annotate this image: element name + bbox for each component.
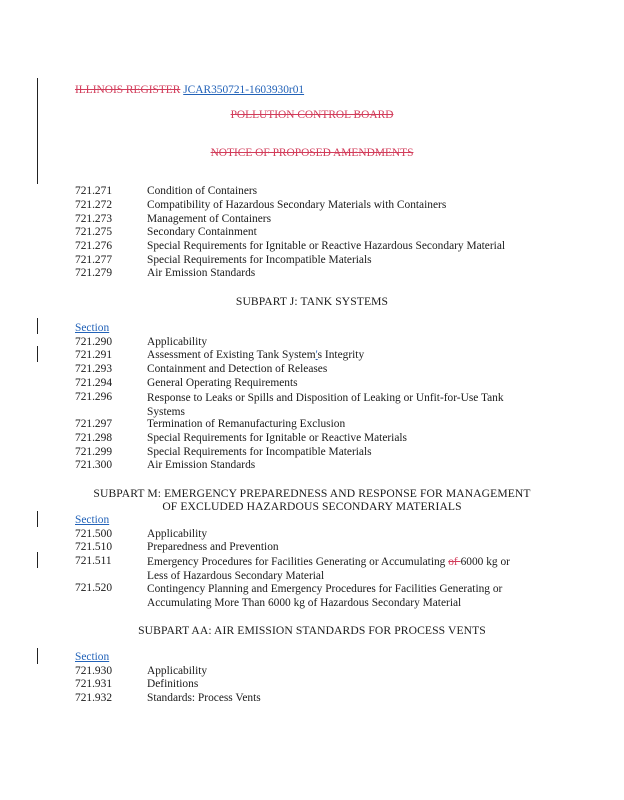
section-title: Condition of Containers (147, 185, 258, 197)
section-title: Special Requirements for Incompatible Materials (147, 254, 372, 266)
inserted-apostrophe: ' (315, 349, 318, 361)
section-title: Standards: Process Vents (147, 692, 261, 704)
section-number: 721.500 (75, 528, 113, 540)
subpart-m-heading-line2: OF EXCLUDED HAZARDOUS SECONDARY MATERIALS (162, 500, 462, 513)
section-title: Secondary Containment (147, 226, 257, 238)
section-number: 721.276 (75, 240, 113, 252)
section-title: Special Requirements for Ignitable or Reactive Hazardous Secondary Material (147, 240, 506, 252)
notice-title: NOTICE OF PROPOSED AMENDMENTS (210, 147, 414, 159)
section-number: 721.298 (75, 432, 113, 444)
struck-word: of (448, 556, 461, 568)
section-number: 721.275 (75, 226, 113, 238)
section-number: 721.931 (75, 678, 113, 690)
subpart-j-heading: SUBPART J: TANK SYSTEMS (235, 295, 389, 308)
section-title: Special Requirements for Ignitable or Reactive Materials (147, 432, 407, 444)
section-number: 721.296 (75, 391, 113, 403)
section-title: Response to Leaks or Spills and Disposition of Leaking or Unfit-for-Use Tank Systems (147, 392, 504, 418)
section-title: Containment and Detection of Releases (147, 363, 328, 375)
section-number: 721.272 (75, 199, 113, 211)
section-title: Air Emission Standards (147, 459, 256, 471)
section-title: Special Requirements for Incompatible Materials (147, 446, 372, 458)
change-bar (37, 552, 38, 568)
change-bar (37, 346, 38, 362)
change-bar (37, 648, 38, 664)
title-part: Assessment of Existing Tank System (147, 349, 316, 361)
section-number: 721.511 (75, 555, 112, 567)
section-title (147, 555, 529, 583)
register-title-struck: ILLINOIS REGISTER (75, 84, 181, 96)
section-number: 721.297 (75, 418, 113, 430)
section-number: 721.510 (75, 541, 113, 553)
section-number: 721.293 (75, 363, 113, 375)
section-label: Section (75, 322, 110, 334)
section-label: Section (75, 651, 110, 663)
title-part: 6000 kg or Less of Hazardous Secondary Material (147, 556, 510, 582)
section-label: Section (75, 514, 110, 526)
section-number: 721.300 (75, 459, 113, 471)
section-title: Termination of Remanufacturing Exclusion (147, 418, 346, 430)
change-bar (37, 78, 38, 184)
section-title (147, 349, 364, 361)
section-title: Preparedness and Prevention (147, 541, 279, 553)
title-part: s Integrity (317, 349, 365, 361)
section-number: 721.271 (75, 185, 113, 197)
section-title: Contingency Planning and Emergency Procedures for Facilities Generating or Accumulating More Than 6000 kg of Hazardous Secondary Material (147, 583, 503, 609)
subpart-aa-heading: SUBPART AA: AIR EMISSION STANDARDS FOR PROCESS VENTS (138, 624, 486, 637)
section-number: 721.930 (75, 665, 113, 677)
section-number: 721.520 (75, 582, 113, 594)
section-number: 721.279 (75, 267, 113, 279)
section-number: 721.291 (75, 349, 113, 361)
board-title: POLLUTION CONTROL BOARD (230, 109, 394, 121)
section-title: Compatibility of Hazardous Secondary Materials with Containers (147, 199, 447, 211)
section-number: 721.277 (75, 254, 113, 266)
subpart-m-heading-line1: SUBPART M: EMERGENCY PREPAREDNESS AND RESPONSE FOR MANAGEMENT (93, 487, 531, 500)
section-title: Applicability (147, 336, 208, 348)
section-title: Applicability (147, 665, 208, 677)
section-number: 721.294 (75, 377, 113, 389)
section-title: General Operating Requirements (147, 377, 298, 389)
section-title: Applicability (147, 528, 208, 540)
section-number: 721.932 (75, 692, 113, 704)
section-number: 721.273 (75, 213, 113, 225)
section-number: 721.290 (75, 336, 113, 348)
title-part: Emergency Procedures for Facilities Generating or Accumulating (147, 556, 449, 568)
section-title: Definitions (147, 678, 199, 690)
section-number: 721.299 (75, 446, 113, 458)
change-bar (37, 511, 38, 527)
change-bar (37, 318, 38, 334)
register-header (75, 84, 304, 96)
register-code: JCAR350721-1603930r01 (183, 84, 305, 96)
section-title: Management of Containers (147, 213, 271, 225)
section-title: Air Emission Standards (147, 267, 256, 279)
